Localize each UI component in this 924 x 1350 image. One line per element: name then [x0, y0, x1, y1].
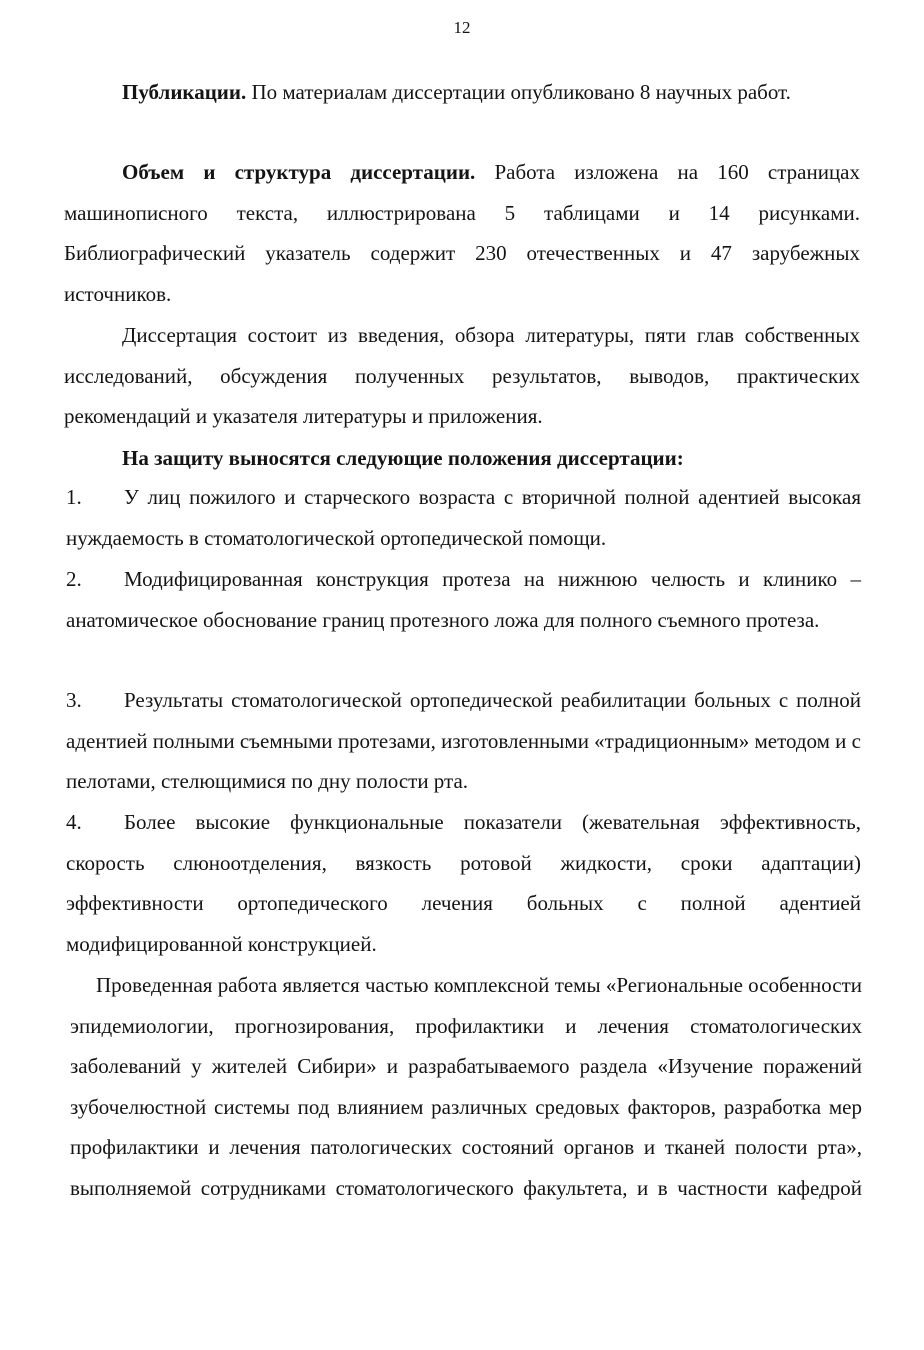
defense-item-2-number: 2.	[66, 567, 82, 591]
defense-item-3-text: Результаты стоматологической ортопедической реабилитации больных с полной адентией полными съемными протезами, изготовленными «традиционным» методом и с пелотами, стелющимися по дну полости рта.	[66, 688, 861, 793]
final-paragraph	[70, 965, 862, 1208]
structure-text: Диссертация состоит из введения, обзора литературы, пяти глав собственных исследований, обсуждения полученных результатов, выводов, практических рекомендаций и указателя литературы и приложения.	[64, 323, 860, 428]
volume-text: Работа изложена на 160 страницах машинописного текста, иллюстрирована 5 таблицами и 14 рисунками. Библиографический указатель содержит 230 отечественных и 47 зарубежных источников.	[64, 160, 860, 306]
defense-item-4-text: Более высокие функциональные показатели (жевательная эффективность, скорость слюноотделения, вязкость ротовой жидкости, сроки адаптации) эффективности ортопедического лечения больных с полной адентией модифицированной конструкцией.	[66, 810, 861, 956]
defense-item-4-number: 4.	[66, 810, 82, 834]
volume-heading: Объем и структура диссертации.	[122, 160, 476, 184]
volume-paragraph	[64, 152, 860, 314]
publications-paragraph	[64, 72, 860, 113]
structure-paragraph	[64, 315, 860, 437]
defense-heading: На защиту выносятся следующие положения диссертации:	[122, 446, 684, 470]
defense-item-1-number: 1.	[66, 485, 82, 509]
defense-item-1-text: У лиц пожилого и старческого возраста с вторичной полной адентией высокая нуждаемость в стоматологической ортопедической помощи.	[66, 485, 861, 550]
defense-item-2-text: Модифицированная конструкция протеза на нижнюю челюсть и клинико – анатомическое обоснование границ протезного ложа для полного съемного протеза.	[66, 567, 861, 632]
defense-item-3-number: 3.	[66, 688, 82, 712]
defense-item-2	[66, 559, 861, 640]
defense-item-4	[66, 802, 861, 964]
publications-text: По материалам диссертации опубликовано 8 научных работ.	[246, 80, 791, 104]
publications-heading: Публикации.	[122, 80, 247, 104]
final-paragraph-text: Проведенная работа является частью комплексной темы «Региональные особенности эпидемиологии, прогнозирования, профилактики и лечения стоматологических заболеваний у жителей Сибири» и разрабатываемого раздела «Изучение поражений зубочелюстной системы под влиянием различных средовых факторов, разработка мер профилактики и лечения патологических состояний органов и тканей полости рта», выполняемой сотрудниками стоматологического факультета, и в частности кафедрой	[70, 973, 862, 1200]
defense-item-3	[66, 680, 861, 802]
defense-item-1	[66, 477, 861, 558]
page-number: 12	[453, 18, 471, 37]
